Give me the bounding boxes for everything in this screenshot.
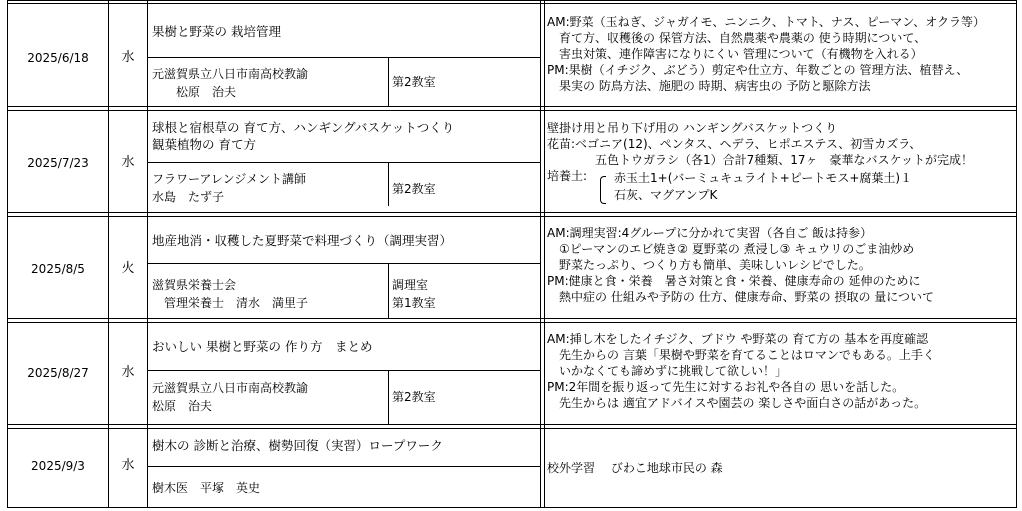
note-line: PM:健康と食・栄養 暑さ対策と食・栄養、健康寿命の 延伸のために	[547, 274, 921, 288]
session-notes	[547, 225, 934, 305]
course-title: おいしい 果樹と野菜の 作り方 まとめ	[152, 339, 373, 354]
course-title: 果樹と野菜の 栽培管理	[152, 24, 281, 39]
note-line: PM:2年間を振り返って先生に対するお礼や各自の 思いを話した。	[547, 380, 905, 394]
row-date: 2025/6/18	[27, 51, 89, 65]
session-notes	[547, 331, 935, 411]
course-title: 樹木の 診断と治療、樹勢回復（実習）ロープワーク	[152, 438, 443, 453]
note-line: 壁掛け用と吊り下げ用の ハンギングバスケットつくり	[547, 121, 838, 135]
room-label: 第2教室	[392, 75, 436, 89]
note-line: 害虫対策、連作障害になりにくい 管理について（有機物を入れる）	[547, 47, 923, 61]
soil-brace	[600, 176, 606, 204]
instructor-line: 松原 治夫	[152, 85, 237, 99]
room-label: 第1教室	[392, 296, 436, 310]
note-line: 五色トウガラシ（各1）合計7種類、17ヶ 豪華なバスケットが完成！	[547, 153, 973, 167]
instructor-line: 水島 たず子	[152, 190, 225, 204]
note-line: 校外学習 びわこ地球市民の 森	[547, 461, 723, 475]
note-line: 先生からは 適宜アドバイスや園芸の 楽しさや面白さの話があった。	[547, 396, 927, 410]
row-date: 2025/8/5	[31, 262, 85, 276]
session-notes	[547, 14, 985, 94]
note-line: 育て方、収穫後の 保管方法、自然農薬や農薬の 使う時期について、	[547, 31, 927, 45]
row-weekday: 水	[121, 50, 135, 65]
room-label: 調理室	[392, 278, 429, 292]
row-weekday: 水	[121, 365, 135, 380]
instructor-line: 滋賀県栄養士会	[152, 278, 237, 292]
course-title: 球根と宿根草の 育て方、ハンギングバスケットつくり	[152, 120, 455, 135]
row-weekday: 水	[121, 155, 135, 170]
note-line: AM:野菜（玉ねぎ、ジャガイモ、ニンニク、トマト、ナス、ピーマン、オクラ等）	[547, 15, 986, 29]
course-title: 地産地消・収穫した夏野菜で料理づくり（調理実習）	[152, 233, 453, 248]
row-weekday: 火	[121, 261, 135, 276]
note-line: AM:挿し木をしたイチジク、ブドウ や野菜の 育て方の 基本を再度確認	[547, 332, 929, 346]
instructor-line: 管理栄養士 清水 満里子	[152, 296, 309, 310]
row-weekday: 水	[121, 458, 135, 473]
note-line: 培養土:	[547, 169, 588, 183]
room-label: 第2教室	[392, 182, 436, 196]
room-label: 第2教室	[392, 390, 436, 404]
note-line: AM:調理実習:4グループに分かれて実習（各自ご 飯は持参）	[547, 226, 873, 240]
instructor-line: 松原 治夫	[152, 399, 213, 413]
row-date: 2025/9/3	[31, 459, 85, 473]
instructor-line: 樹木医 平塚 英史	[152, 481, 261, 495]
soil-mix-line: 石灰、マグアンプK	[614, 188, 718, 202]
instructor-line: フラワーアレンジメント講師	[152, 172, 306, 186]
note-line: PM:果樹（イチジク、ぶどう）剪定や仕立方、年数ごとの 管理方法、植替え、	[547, 63, 969, 77]
note-line: いかなくても諦めずに挑戦して欲しい！」	[547, 364, 788, 378]
note-line: 花苗:ベゴニア(12)、ペンタス、ヘデラ、ヒポエステス、初雪カズラ、	[547, 137, 922, 151]
session-notes	[547, 460, 723, 476]
note-line: 果実の 防鳥方法、施肥の 時期、病害虫の 予防と駆除方法	[547, 79, 871, 93]
note-line: ①ピーマンのエビ焼き② 夏野菜の 煮浸し③ キュウリのごま油炒め	[547, 242, 915, 256]
instructor-line: 元滋賀県立八日市南高校教諭	[152, 381, 309, 395]
note-line: 熱中症の 仕組みや予防の 仕方、健康寿命、野菜の 摂取の 量について	[547, 290, 935, 304]
row-date: 2025/8/27	[27, 366, 89, 380]
note-line: 野菜たっぷり、つくり方も簡単、美味しいレシピでした。	[547, 258, 871, 272]
course-title: 観葉植物の 育て方	[152, 137, 256, 152]
soil-mix-line: 赤玉土1+(バーミュキュライト+ピートモス+腐葉土)１	[614, 171, 913, 185]
note-line: 先生からの 言葉「果樹や野菜を育てることはロマンでもある。上手く	[547, 348, 935, 362]
instructor-line: 元滋賀県立八日市南高校教諭	[152, 67, 309, 81]
row-date: 2025/7/23	[27, 156, 89, 170]
